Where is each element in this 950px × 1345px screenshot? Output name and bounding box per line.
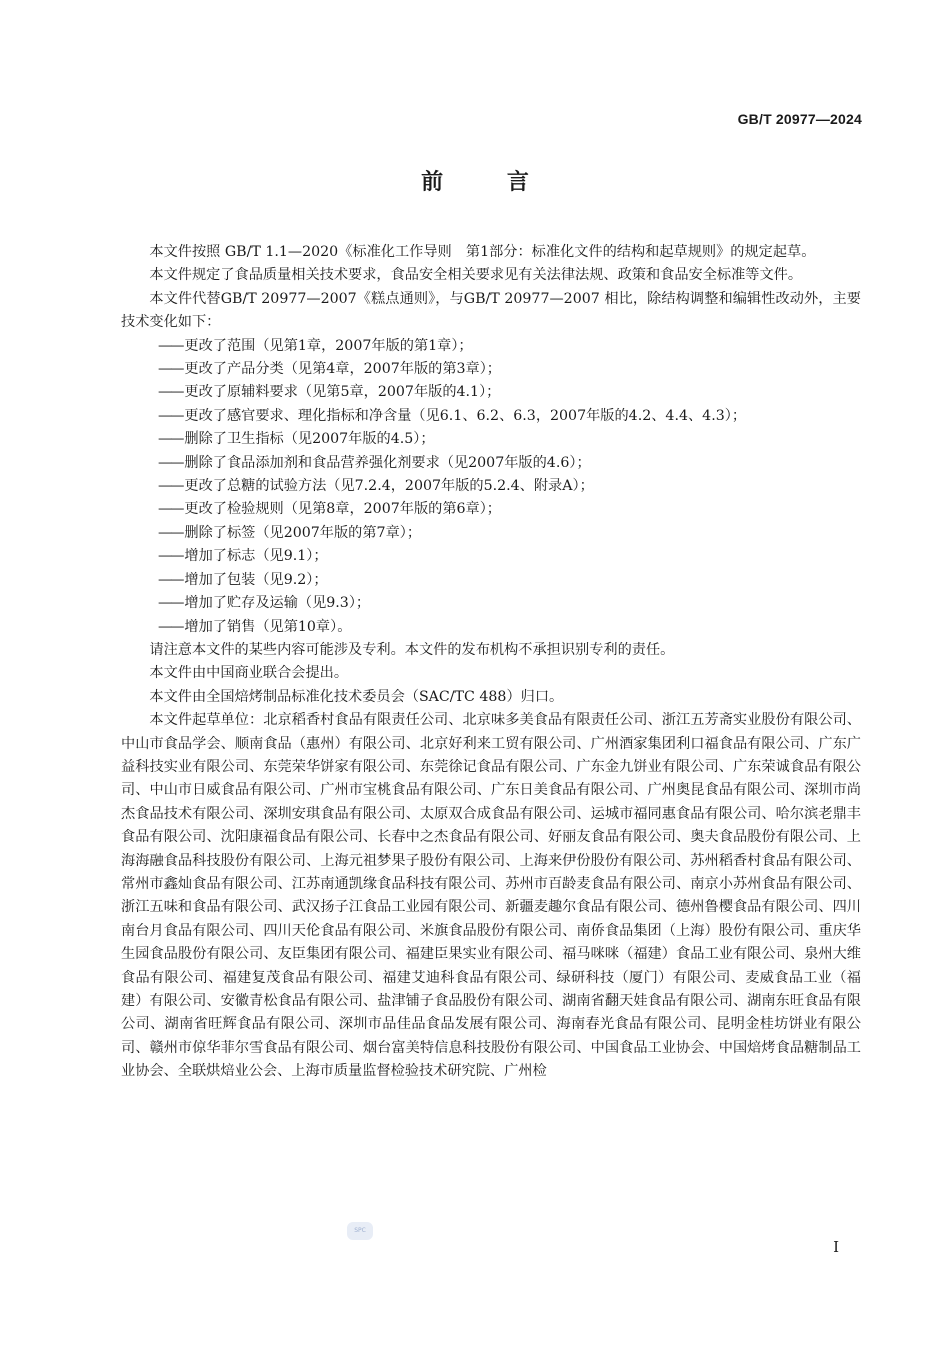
dash-mark: —— [158,478,183,495]
list-item-text: 删除了标签（见2007年版的第7章）； [184,524,422,541]
list-item [121,616,861,639]
list-item-text: 增加了贮存及运输（见9.3）； [184,595,371,612]
list-item [121,381,861,404]
list-item-text: 更改了原辅料要求（见第5章，2007年版的4.1）； [184,384,501,401]
list-item [121,428,861,451]
list-item-text: 删除了食品添加剂和食品营养强化剂要求（见2007年版的4.6）； [184,454,591,471]
page-title: 前 言 [421,170,557,195]
list-item [121,405,861,428]
list-item-text: 更改了总糖的试验方法（见7.2.4，2007年版的5.2.4、附录A）； [184,478,594,495]
dash-mark: —— [158,618,183,635]
paragraph-patent-notice: 请注意本文件的某些内容可能涉及专利。本文件的发布机构不承担识别专利的责任。 [149,641,675,658]
watermark-text: SPC [354,1227,366,1234]
list-item-text: 更改了检验规则（见第8章，2007年版的第6章）； [184,501,501,518]
list-item [121,335,861,358]
list-item [121,358,861,381]
list-item-text: 更改了范围（见第1章，2007年版的第1章）； [184,337,473,354]
dash-mark: —— [158,337,183,354]
dash-mark: —— [158,361,183,378]
paragraph-committee: 本文件由全国焙烤制品标准化技术委员会（SAC/TC 488）归口。 [149,688,564,705]
dash-mark: —— [158,501,183,518]
dash-mark: —— [158,384,183,401]
technical-changes-list [121,335,861,639]
dash-mark: —— [158,571,183,588]
list-item [121,545,861,568]
list-item-text: 更改了感官要求、理化指标和净含量（见6.1、6.2、6.3，2007年版的4.2、4.4、4.3）； [184,407,747,424]
dash-mark: —— [158,524,183,541]
list-item-text: 增加了销售（见第10章）。 [184,618,352,635]
list-item-text: 增加了包装（见9.2）； [184,571,328,588]
paragraph-drafting-units: 本文件起草单位：北京稻香村食品有限责任公司、北京味多美食品有限责任公司、浙江五芳斋实业股份有限公司、中山市食品学会、顺南食品（惠州）有限公司、北京好利来工贸有限公司、广州酒家集团利口福食品有限公司、广东广益科技实业有限公司、东莞荣华饼家有限公司、东莞徐记食品有限公司、广东金九饼业有限公司、广东荣诚食品有限公司、中山市日威食品有限公司、广州市宝桃食品有限公司、广东日美食品有限公司、广州奥昆食品有限公司、深圳市尚杰食品技术有限公司、深圳安琪食品有限公司、太原双合成食品有限公司、运城市福同惠食品有限公司、哈尔滨老鼎丰食品有限公司、沈阳康福食品有限公司、长春中之杰食品有限公司、好丽友食品有限公司、奥夫食品股份有限公司、上海海融食品科技股份有限公司、上海元祖梦果子股份有限公司、上海来伊份股份有限公司、苏州稻香村食品有限公司、常州市鑫灿食品有限公司、江苏南通凯缘食品科技有限公司、苏州市百龄麦食品有限公司、南京小苏州食品有限公司、浙江五味和食品有限公司、武汉扬子江食品工业园有限公司、新疆麦趣尔食品有限公司、德州鲁樱食品有限公司、四川南台月食品有限公司、四川天伦食品有限公司、米旗食品股份有限公司、南侨食品集团（上海）股份有限公司、重庆华生园食品股份有限公司、友臣集团有限公司、福建臣果实业有限公司、福马咪咪（福建）食品工业有限公司、泉州大维食品有限公司、福建复茂食品有限公司、福建艾迪科食品有限公司、绿研科技（厦门）有限公司、麦威食品工业（福建）有限公司、安徽青松食品有限公司、盐津铺子食品股份有限公司、湖南省翻天娃食品有限公司、湖南东旺食品有限公司、湖南省旺辉食品有限公司、深圳市品佳品食品发展有限公司、海南春光食品有限公司、昆明金桂坊饼业有限公司、赣州市倞华菲尔雪食品有限公司、烟台富美特信息科技股份有限公司、中国食品工业协会、中国焙烤食品糖制品工业协会、全联烘焙业公会、上海市质量监督检验技术研究院、广州检 [121,712,861,1080]
document-body [121,241,861,1084]
page-number: I [833,1238,839,1256]
dash-mark: —— [158,454,183,471]
paragraph-drafting-rules: 本文件按照 GB/T 1.1—2020《标准化工作导则 第1部分：标准化文件的结构和起草规则》的规定起草。 [149,244,816,260]
dash-mark: —— [158,548,183,565]
list-item [121,522,861,545]
watermark-logo [347,1222,373,1240]
paragraph-replacement: 本文件代替GB/T 20977—2007《糕点通则》，与GB/T 20977—2007 相比，除结构调整和编辑性改动外，主要技术变化如下： [121,290,861,331]
list-item-text: 增加了标志（见9.1）； [184,548,328,565]
list-item [121,592,861,615]
paragraph-proposer: 本文件由中国商业联合会提出。 [149,665,349,682]
list-item-text: 更改了产品分类（见第4章，2007年版的第3章）； [184,361,501,378]
dash-mark: —— [158,431,183,448]
list-item-text: 删除了卫生指标（见2007年版的4.5）； [184,431,435,448]
list-item [121,498,861,521]
dash-mark: —— [158,407,183,424]
paragraph-scope-note: 本文件规定了食品质量相关技术要求，食品安全相关要求见有关法律法规、政策和食品安全标准等文件。 [149,267,803,284]
list-item [121,452,861,475]
dash-mark: —— [158,595,183,612]
standard-code: GB/T 20977—2024 [737,111,862,127]
list-item [121,569,861,592]
list-item [121,475,861,498]
